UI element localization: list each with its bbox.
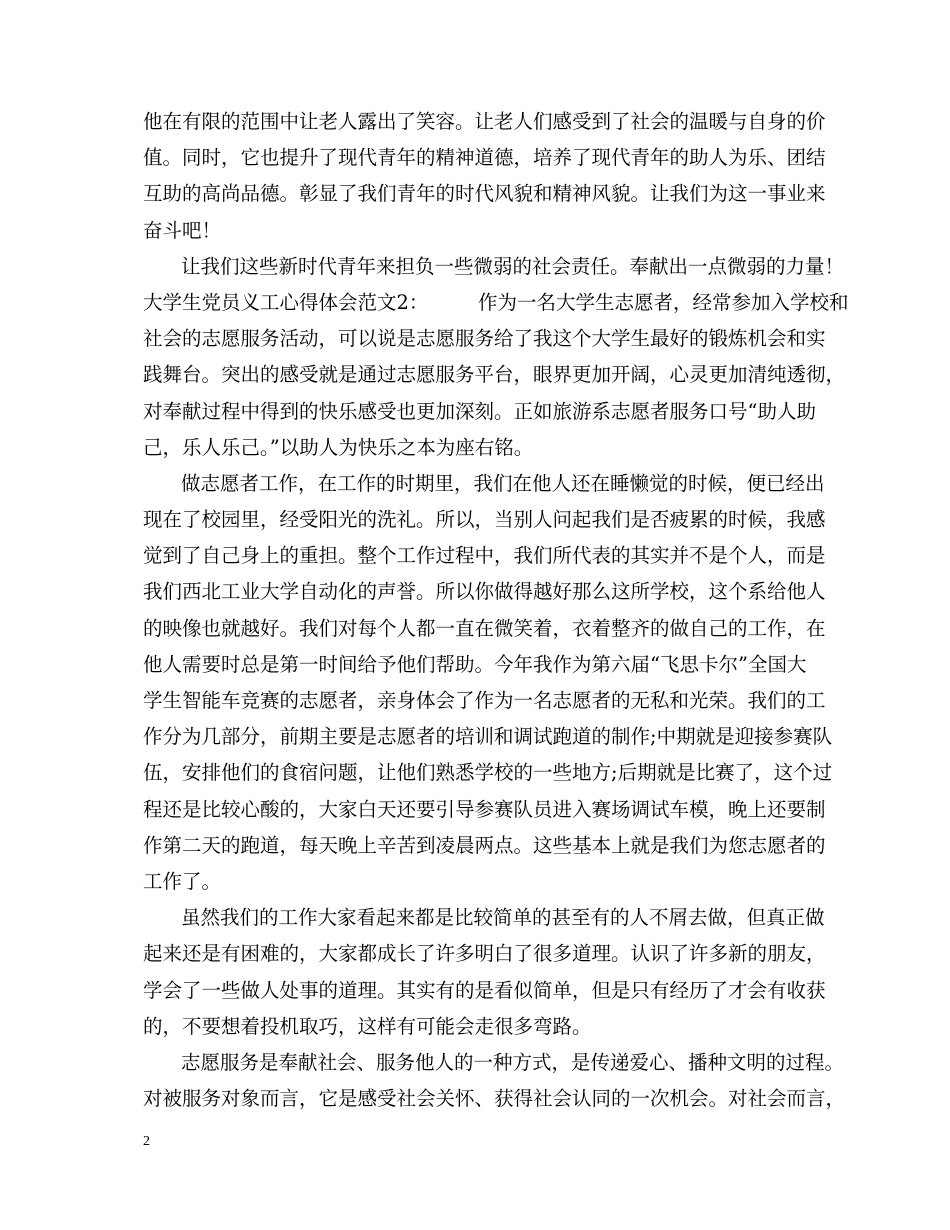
text-line: 我们西北工业大学自动化的声誉。所以你做得越好那么这所学校，这个系给他人	[143, 580, 826, 604]
text-line: 现在了校园里，经受阳光的洗礼。所以，当别人问起我们是否疲累的时候，我感	[143, 508, 826, 532]
text-line: 起来还是有困难的，大家都成长了许多明白了很多道理。认识了许多新的朋友，	[143, 942, 826, 966]
text-line: 他人需要时总是第一时间给予他们帮助。今年我作为第六届“飞思卡尔”全国大	[143, 652, 807, 676]
text-line: 践舞台。突出的感受就是通过志愿服务平台，眼界更加开阔，心灵更加清纯透彻，	[143, 363, 846, 387]
paragraph-start-line: 让我们这些新时代青年来担负一些微弱的社会责任。奉献出一点微弱的力量！	[181, 254, 845, 278]
text-line: 学会了一些做人处事的道理。其实有的是看似简单，但是只有经历了才会有收获	[143, 978, 826, 1002]
text-line: 的，不要想着投机取巧，这样有可能会走很多弯路。	[143, 1014, 592, 1038]
text-line: 觉到了自己身上的重担。整个工作过程中，我们所代表的其实并不是个人，而是	[143, 544, 826, 568]
body-text	[143, 104, 849, 1117]
text-line: 奋斗吧！	[143, 218, 222, 242]
text-line: 大学生党员义工心得体会范文2： 作为一名大学生志愿者，经常参加入学校和	[143, 290, 849, 314]
text-line: 值。同时，它也提升了现代青年的精神道德，培养了现代青年的助人为乐、团结	[143, 146, 826, 170]
text-line: 学生智能车竞赛的志愿者，亲身体会了作为一名志愿者的无私和光荣。我们的工	[143, 689, 826, 712]
text-line: 他在有限的范围中让老人露出了笑容。让老人们感受到了社会的温暖与自身的价	[143, 110, 826, 133]
text-line: 工作了。	[143, 869, 222, 893]
text-line: 己，乐人乐己。”以助人为快乐之本为座右铭。	[143, 435, 534, 459]
text-line: 伍，安排他们的食宿问题，让他们熟悉学校的一些地方;后期就是比赛了，这个过	[143, 761, 833, 785]
paragraph-start-line: 志愿服务是奉献社会、服务他人的一种方式，是传递爱心、播种文明的过程。	[181, 1050, 845, 1074]
paragraph-start-line: 虽然我们的工作大家看起来都是比较简单的甚至有的人不屑去做，但真正做	[181, 906, 825, 930]
text-line: 程还是比较心酸的，大家白天还要引导参赛队员进入赛场调试车模，晚上还要制	[143, 797, 826, 821]
text-line: 的映像也就越好。我们对每个人都一直在微笑着，衣着整齐的做自己的工作，在	[143, 616, 826, 640]
text-line: 作分为几部分，前期主要是志愿者的培训和调试跑道的制作;中期就是迎接参赛队	[143, 725, 833, 749]
paragraph-start-line: 做志愿者工作，在工作的时期里，我们在他人还在睡懒觉的时候，便已经出	[181, 471, 825, 495]
text-line: 互助的高尚品德。彰显了我们青年的时代风貌和精神风貌。让我们为这一事业来	[143, 182, 826, 206]
text-line: 社会的志愿服务活动，可以说是志愿服务给了我这个大学生最好的锻炼机会和实	[143, 327, 826, 351]
text-line: 对被服务对象而言，它是感受社会关怀、获得社会认同的一次机会。对社会而言，	[143, 1087, 846, 1111]
page-number: 2	[143, 1134, 150, 1149]
text-line: 对奉献过程中得到的快乐感受也更加深刻。正如旅游系志愿者服务口号“助人助	[143, 399, 816, 423]
text-line: 作第二天的跑道，每天晚上辛苦到凌晨两点。这些基本上就是我们为您志愿者的	[143, 833, 826, 857]
